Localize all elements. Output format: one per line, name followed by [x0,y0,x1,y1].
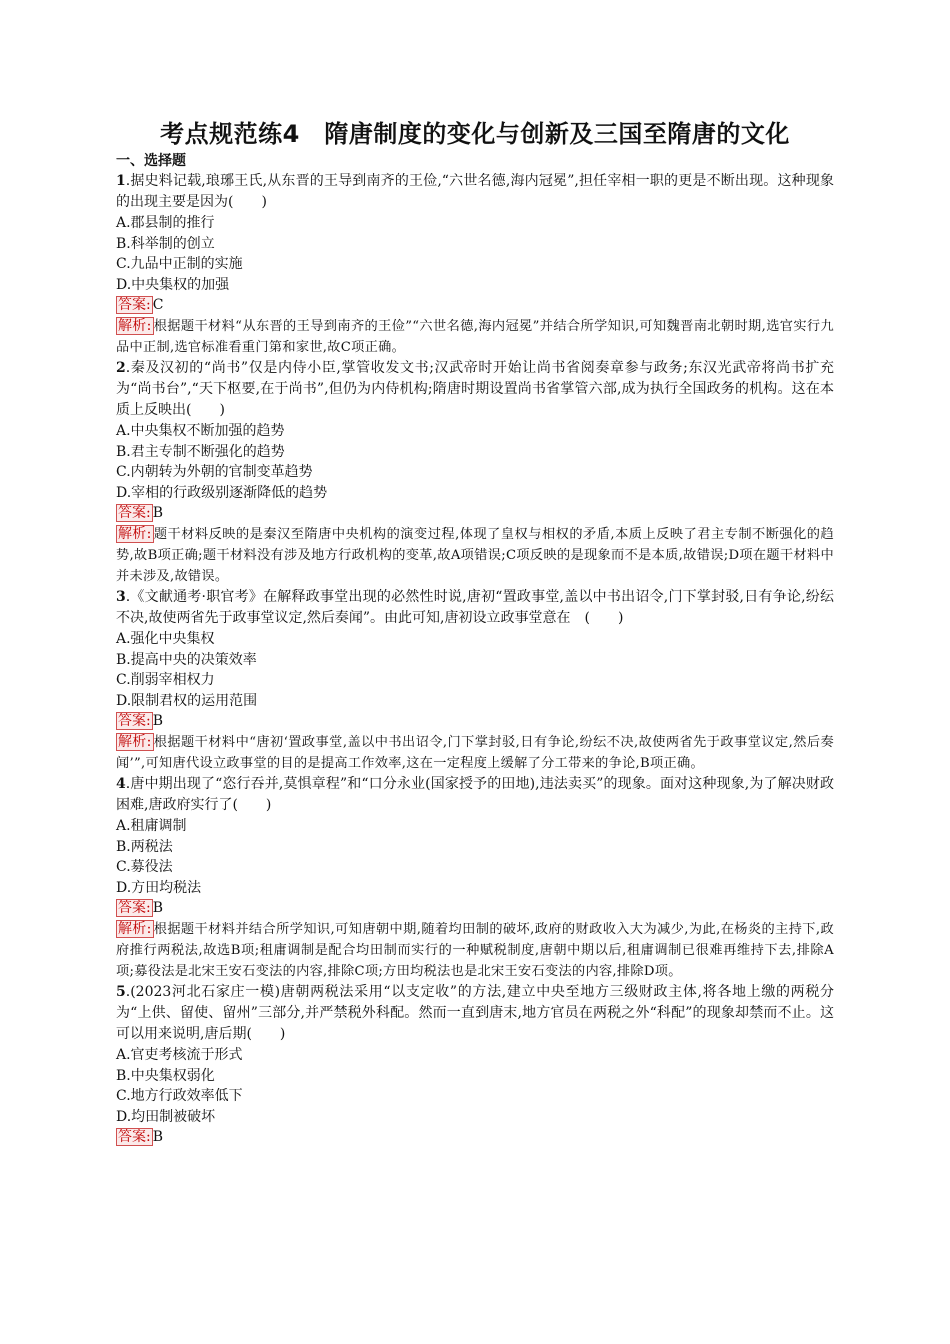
answer-line [116,711,834,732]
question-number: 4 [116,776,126,792]
question-text: .据史料记载,琅琊王氏,从东晋的王导到南齐的王俭,“六世名德,海内冠冕”,担任宰相一职的更是不断出现。这种现象的出现主要是因为( ) [116,173,834,210]
explanation-text: 根据题干材料“从东晋的王导到南齐的王俭”“六世名德,海内冠冕”并结合所学知识,可知魏晋南北朝时期,选官实行九品中正制,选官标准看重门第和家世,故C项正确。 [116,319,834,355]
answer-value: B [152,1129,164,1145]
answer-option: C.募役法 [116,859,173,875]
answer-value: B [152,505,164,521]
question-stem [116,587,834,629]
answer-line [116,295,834,316]
question-number: 5 [116,984,126,1000]
answer-option: B.科举制的创立 [116,235,215,252]
answer-option: B.提高中央的决策效率 [116,651,257,668]
explanation-tag: 解析: [118,318,152,334]
answer-line [116,898,834,919]
answer-tag: 答案: [118,900,151,916]
answer-option: B.两税法 [116,838,173,855]
answer-option: A.强化中央集权 [116,631,215,647]
question-number: 1 [116,173,126,189]
answer-option: A.郡县制的推行 [116,215,215,231]
answer-option: C.九品中正制的实施 [116,256,243,272]
answer-option: D.限制君权的运用范围 [116,692,258,709]
explanation [116,524,834,587]
question-text: .(2023河北石家庄一模)唐朝两税法采用“以支定收”的方法,建立中央至地方三级财政主体,将各地上缴的两税分为“上供、留使、留州”三部分,并严禁税外科配。然而一直到唐末,地方官员在两税之外“科配”的现象却禁而不止。这可以用来说明,唐后期( ) [116,984,834,1042]
explanation-text: 根据题干材料并结合所学知识,可知唐朝中期,随着均田制的破坏,政府的财政收入大为减少,为此,在杨炎的主持下,政府推行两税法,故选B项;租庸调制是配合均田制而实行的一种赋税制度,唐朝中期以后,租庸调制已很难再维持下去,排除A项;募役法是北宋王安石变法的内容,排除C项;方田均税法也是北宋王安石变法的内容,排除D项。 [116,922,834,979]
answer-option: A.租庸调制 [116,818,187,834]
question-text: .唐中期出现了“恣行吞并,莫惧章程”和“口分永业(国家授予的田地),违法卖买”的现象。面对这种现象,为了解决财政困难,唐政府实行了( ) [116,776,834,813]
explanation [116,732,834,774]
answer-option: C.削弱宰相权力 [116,672,215,688]
question-stem [116,171,834,213]
explanation [116,316,834,358]
explanation-tag: 解析: [118,526,152,542]
answer-line [116,503,834,524]
question-number: 3 [116,589,126,605]
document-page [116,118,834,1148]
explanation-tag: 解析: [118,921,152,937]
section-heading: 一、选择题 [116,153,186,169]
question-block [116,774,834,982]
question-text: .《文献通考·职官考》在解释政事堂出现的必然性时说,唐初“置政事堂,盖以中书出诏令,门下掌封驳,日有争论,纷纭不决,故使两省先于政事堂议定,然后奏闻”。由此可知,唐初设立政事堂意在 ( ) [116,589,834,626]
question-number: 2 [116,360,126,376]
answer-option: D.宰相的行政级别逐渐降低的趋势 [116,484,328,501]
answer-option: C.内朝转为外朝的官制变革趋势 [116,464,313,480]
answer-option: B.君主专制不断强化的趋势 [116,443,285,460]
question-list [116,171,834,1148]
question-stem [116,774,834,816]
explanation-text: 根据题干材料中“唐初‘置政事堂,盖以中书出诏令,门下掌封驳,日有争论,纷纭不决,故使两省先于政事堂议定,然后奏闻’”,可知唐代设立政事堂的目的是提高工作效率,这在一定程度上缓解了分工带来的争论,B项正确。 [116,735,834,771]
answer-option: A.官吏考核流于形式 [116,1047,243,1063]
answer-tag: 答案: [118,713,151,729]
answer-option: D.中央集权的加强 [116,276,230,293]
answer-tag: 答案: [118,505,151,521]
answer-tag: 答案: [118,297,151,313]
question-block [116,358,834,587]
answer-option: A.中央集权不断加强的趋势 [116,423,285,439]
question-stem [116,358,834,421]
explanation [116,919,834,982]
question-block [116,171,834,358]
answer-tag: 答案: [118,1129,151,1145]
answer-option: B.中央集权弱化 [116,1067,215,1084]
question-block [116,982,834,1148]
answer-option: D.均田制被破坏 [116,1108,216,1125]
explanation-text: 题干材料反映的是秦汉至隋唐中央机构的演变过程,体现了皇权与相权的矛盾,本质上反映了君主专制不断强化的趋势,故B项正确;题干材料没有涉及地方行政机构的变革,故A项错误;C项反映的是现象而不是本质,故错误;D项在题干材料中并未涉及,故错误。 [116,527,834,584]
question-block [116,587,834,774]
answer-value: B [152,900,164,916]
question-stem [116,982,834,1045]
answer-option: C.地方行政效率低下 [116,1088,243,1104]
answer-value: B [152,713,164,729]
question-text: .秦及汉初的“尚书”仅是内侍小臣,掌管收发文书;汉武帝时开始让尚书省阅奏章参与政务;东汉光武帝将尚书扩充为“尚书台”,“天下枢要,在于尚书”,但仍为内侍机构;隋唐时期设置尚书省掌管六部,成为执行全国政务的机构。这在本质上反映出( ) [116,360,834,418]
page-title: 考点规范练4 隋唐制度的变化与创新及三国至隋唐的文化 [160,120,790,148]
answer-line [116,1127,834,1148]
explanation-tag: 解析: [118,734,152,750]
answer-value: C [152,297,164,313]
answer-option: D.方田均税法 [116,879,202,896]
